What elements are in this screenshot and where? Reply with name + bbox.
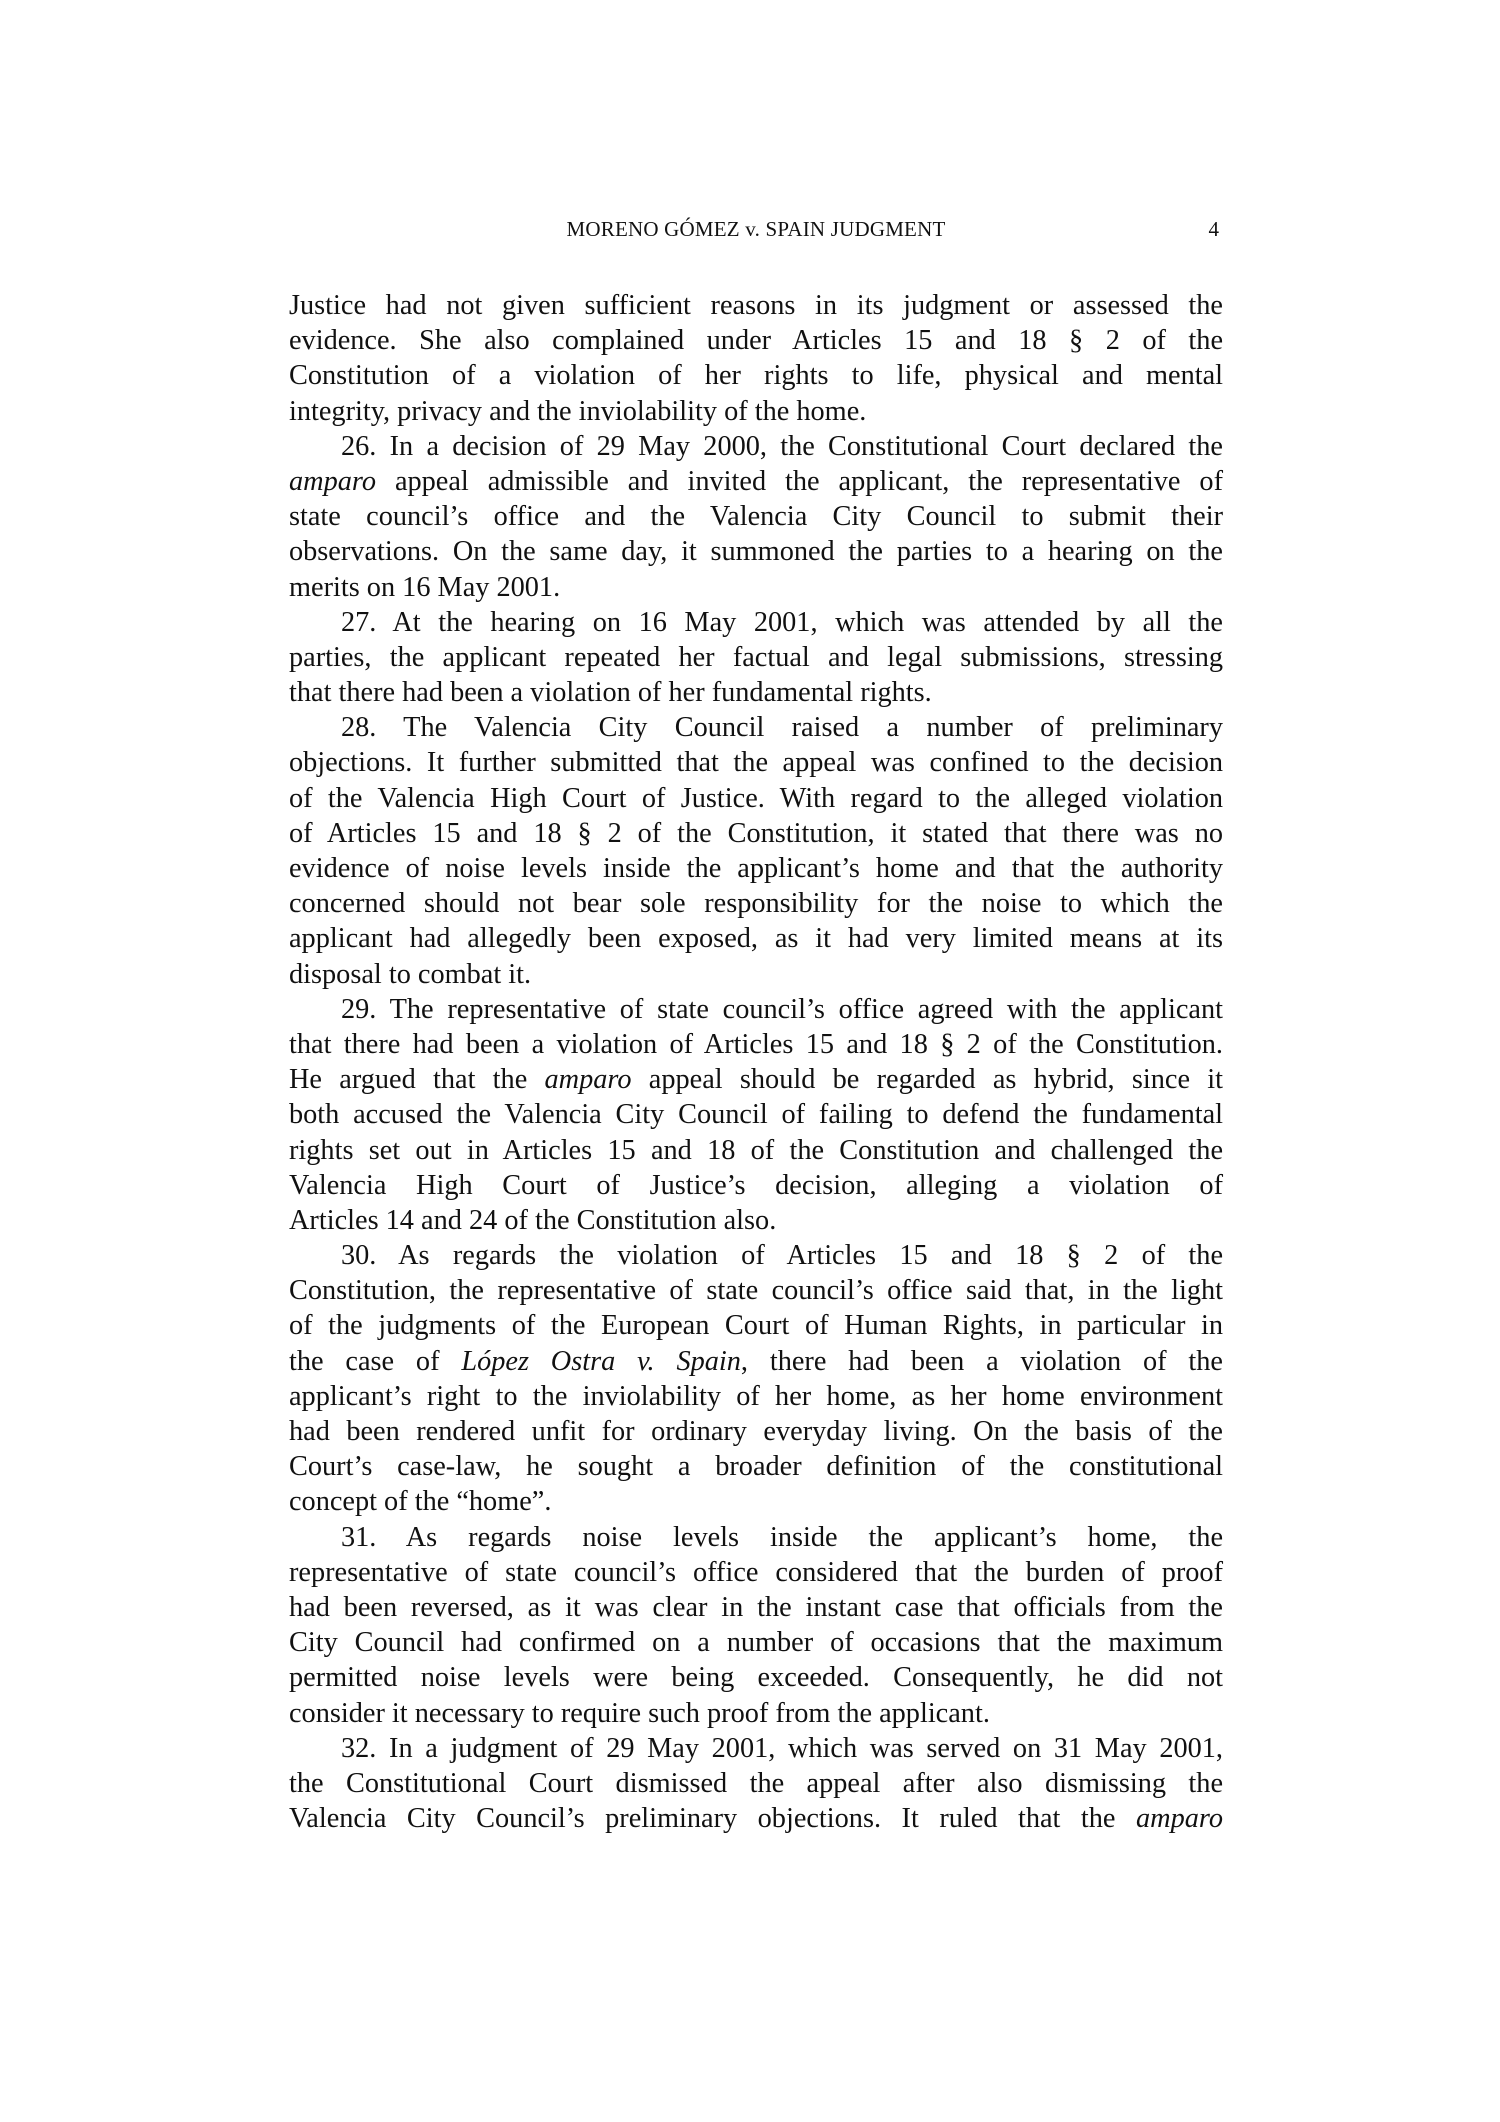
paragraph — [289, 288, 1223, 429]
text-line: City Council had confirmed on a number of occasions that the maximum — [289, 1627, 1223, 1659]
italic-term: López Ostra v. Spain — [461, 1345, 741, 1377]
text-line: evidence of noise levels inside the applicant’s home and that the authority — [289, 853, 1223, 884]
text-line: 30. As regards the violation of Articles 15 and 18 § 2 of the — [341, 1240, 1223, 1272]
text-line: 32. In a judgment of 29 May 2001, which was served on 31 May 2001, — [341, 1732, 1223, 1764]
text-line: 28. The Valencia City Council raised a number of preliminary — [341, 712, 1223, 744]
text-line — [289, 1801, 1223, 1836]
text-line: merits on 16 May 2001. — [289, 571, 561, 603]
running-header — [289, 214, 1223, 244]
text-line: that there had been a violation of her fundamental rights. — [289, 677, 932, 709]
text-line — [289, 1344, 1223, 1379]
line-segment: the case of — [289, 1345, 462, 1377]
judgment-body-text — [289, 288, 1223, 1836]
text-line: representative of state council’s office considered that the burden of proof — [289, 1556, 1223, 1588]
text-line: consider it necessary to require such proof from the applicant. — [289, 1697, 990, 1729]
text-line: of Articles 15 and 18 § 2 of the Constitution, it stated that there was no — [289, 817, 1223, 849]
text-line: evidence. She also complained under Articles 15 and 18 § 2 of the — [289, 325, 1223, 357]
paragraph — [289, 1238, 1223, 1520]
text-line — [289, 1062, 1223, 1097]
text-line: applicant’s right to the inviolability of her home, as her home environment — [289, 1380, 1223, 1412]
text-line: permitted noise levels were being exceeded. Consequently, he did not — [289, 1662, 1223, 1694]
text-line: integrity, privacy and the inviolability of the home. — [289, 395, 867, 427]
text-line: of the Valencia High Court of Justice. With regard to the alleged violation — [289, 782, 1223, 814]
line-segment: He argued that the — [289, 1064, 545, 1096]
text-line: disposal to combat it. — [289, 958, 532, 990]
paragraph — [289, 1731, 1223, 1837]
text-line: concept of the “home”. — [289, 1486, 552, 1518]
text-line: both accused the Valencia City Council of failing to defend the fundamental — [289, 1099, 1223, 1131]
text-line: the Constitutional Court dismissed the appeal after also dismissing the — [289, 1767, 1223, 1799]
text-line: 27. At the hearing on 16 May 2001, which was attended by all the — [341, 606, 1223, 638]
paragraph — [289, 1520, 1223, 1731]
italic-term: amparo — [544, 1064, 632, 1096]
text-line: Court’s case-law, he sought a broader definition of the constitutional — [289, 1451, 1223, 1483]
text-line — [289, 464, 1223, 499]
text-line: state council’s office and the Valencia City Council to submit their — [289, 501, 1223, 533]
text-line: Constitution, the representative of state council’s office said that, in the light — [289, 1275, 1223, 1307]
text-line: Valencia High Court of Justice’s decision, alleging a violation of — [289, 1169, 1223, 1201]
text-line: that there had been a violation of Articles 15 and 18 § 2 of the Constitution. — [289, 1028, 1223, 1060]
paragraph — [289, 605, 1223, 711]
text-line: parties, the applicant repeated her factual and legal submissions, stressing — [289, 641, 1223, 673]
line-segment: Valencia City Council’s preliminary objections. It ruled that the — [289, 1803, 1136, 1835]
text-line: objections. It further submitted that the appeal was confined to the decision — [289, 747, 1223, 779]
text-line: Articles 14 and 24 of the Constitution also. — [289, 1204, 777, 1236]
italic-term: amparo — [289, 465, 376, 497]
line-segment: appeal admissible and invited the applicant, the representative of — [376, 465, 1223, 497]
text-line: had been reversed, as it was clear in the instant case that officials from the — [289, 1591, 1223, 1623]
page-number: 4 — [1208, 217, 1219, 241]
text-line: of the judgments of the European Court of Human Rights, in particular in — [289, 1310, 1223, 1342]
line-segment: , there had been a violation of the — [740, 1345, 1223, 1377]
running-title: MORENO GÓMEZ v. SPAIN JUDGMENT — [566, 217, 946, 241]
text-line: 31. As regards noise levels inside the applicant’s home, the — [341, 1521, 1223, 1553]
line-segment: appeal should be regarded as hybrid, since it — [631, 1064, 1223, 1096]
text-line: applicant had allegedly been exposed, as it had very limited means at its — [289, 923, 1223, 955]
text-line: had been rendered unfit for ordinary everyday living. On the basis of the — [289, 1416, 1223, 1447]
paragraph — [289, 710, 1223, 992]
text-line: concerned should not bear sole responsibility for the noise to which the — [289, 888, 1223, 920]
text-line: 29. The representative of state council’s office agreed with the applicant — [341, 993, 1223, 1025]
text-line: rights set out in Articles 15 and 18 of the Constitution and challenged the — [289, 1134, 1223, 1166]
paragraph — [289, 429, 1223, 605]
italic-term: amparo — [1136, 1803, 1223, 1835]
text-line: 26. In a decision of 29 May 2000, the Constitutional Court declared the — [341, 430, 1223, 462]
text-line: observations. On the same day, it summoned the parties to a hearing on the — [289, 536, 1223, 568]
paragraph — [289, 992, 1223, 1238]
text-line: Constitution of a violation of her rights to life, physical and mental — [289, 360, 1223, 392]
text-line: Justice had not given sufficient reasons in its judgment or assessed the — [289, 290, 1223, 321]
